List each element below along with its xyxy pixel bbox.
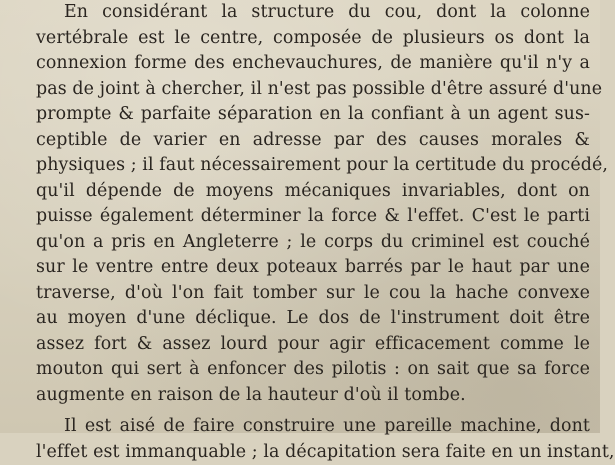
text-line: sur le ventre entre deux poteaux barrés par le haut par une — [34, 255, 590, 281]
text-line: assez fort & assez lourd pour agir efficacement comme le — [34, 332, 590, 358]
text-line: traverse, d'où l'on fait tomber sur le cou la hache convexe — [34, 281, 590, 307]
text-line: mouton qui sert à enfoncer des pilotis : on sait que sa force — [34, 357, 590, 383]
text-line: ceptible de varier en adresse par des causes morales & — [34, 128, 590, 154]
text-line: l'effet est immanquable ; la décapitation sera faite en un instant, — [34, 440, 590, 465]
paragraph-1 — [34, 0, 590, 408]
text-line: physiques ; il faut nécessairement pour la certitude du procédé, — [34, 153, 590, 179]
body-text — [34, 0, 590, 465]
text-line: connexion forme des enchevauchures, de manière qu'il n'y a — [34, 51, 590, 77]
text-line: Il est aisé de faire construire une pareille machine, dont — [34, 414, 590, 440]
text-line: qu'on a pris en Angleterre ; le corps du criminel est couché — [34, 230, 590, 256]
text-line: prompte & parfaite séparation en la confiant à un agent sus- — [34, 102, 590, 128]
text-line: vertébrale est le centre, composée de plusieurs os dont la — [34, 26, 590, 52]
text-line: pas de joint à chercher, il n'est pas possible d'être assuré d'une — [34, 77, 590, 103]
text-line: augmente en raison de la hauteur d'où il tombe. — [34, 383, 590, 409]
text-line: En considérant la structure du cou, dont la colonne — [34, 0, 590, 26]
text-line: puisse également déterminer la force & l'effet. C'est le parti — [34, 204, 590, 230]
paragraph-2 — [34, 414, 590, 465]
text-line: au moyen d'une déclique. Le dos de l'instrument doit être — [34, 306, 590, 332]
text-line: qu'il dépende de moyens mécaniques invariables, dont on — [34, 179, 590, 205]
